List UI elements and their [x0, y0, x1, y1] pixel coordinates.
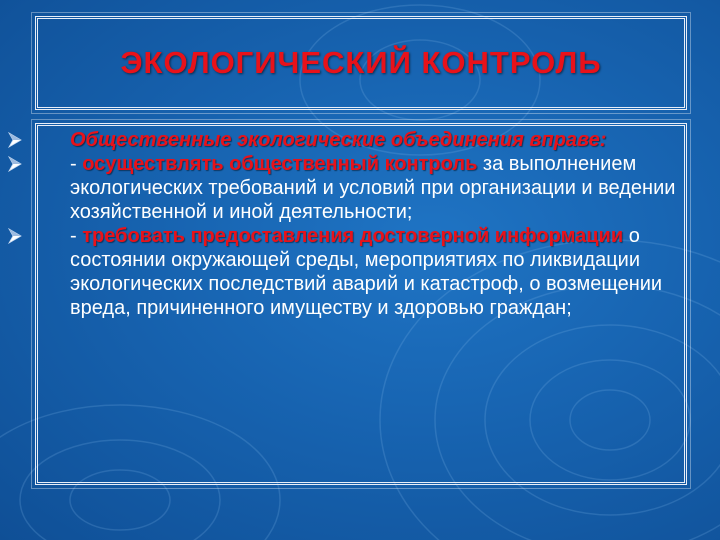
- bullet-list: [0, 128, 700, 320]
- slide-title: ЭКОЛОГИЧЕСКИЙ КОНТРОЛЬ: [120, 45, 602, 80]
- arrowhead-bullet-icon: [8, 156, 22, 172]
- title-frame: [35, 16, 687, 110]
- bullet-item: [0, 128, 700, 152]
- arrowhead-bullet-icon: [8, 132, 22, 148]
- bullet-text-bold-red: требовать предоставления достоверной информации: [82, 225, 624, 247]
- bullet-text-bold-red: осуществлять общественный контроль: [82, 153, 478, 175]
- bullet-text-plain: за выполнением экологических требований и условий при организации и ведении хозяйственной и иной деятельности;: [70, 153, 676, 223]
- bullet-text-italic-red: Общественные экологические объединения вправе:: [70, 129, 607, 151]
- bullet-text-plain: -: [70, 225, 83, 247]
- bullet-item: [0, 152, 700, 224]
- bullet-text-plain: о состоянии окружающей среды, мероприятиях по ликвидации экологических последствий аварий и катастроф, о возмещении вреда, причиненного имуществу и здоровью граждан;: [70, 225, 663, 319]
- arrowhead-bullet-icon: [8, 228, 22, 244]
- bullet-item: [0, 224, 700, 320]
- bullet-text-plain: -: [70, 153, 83, 175]
